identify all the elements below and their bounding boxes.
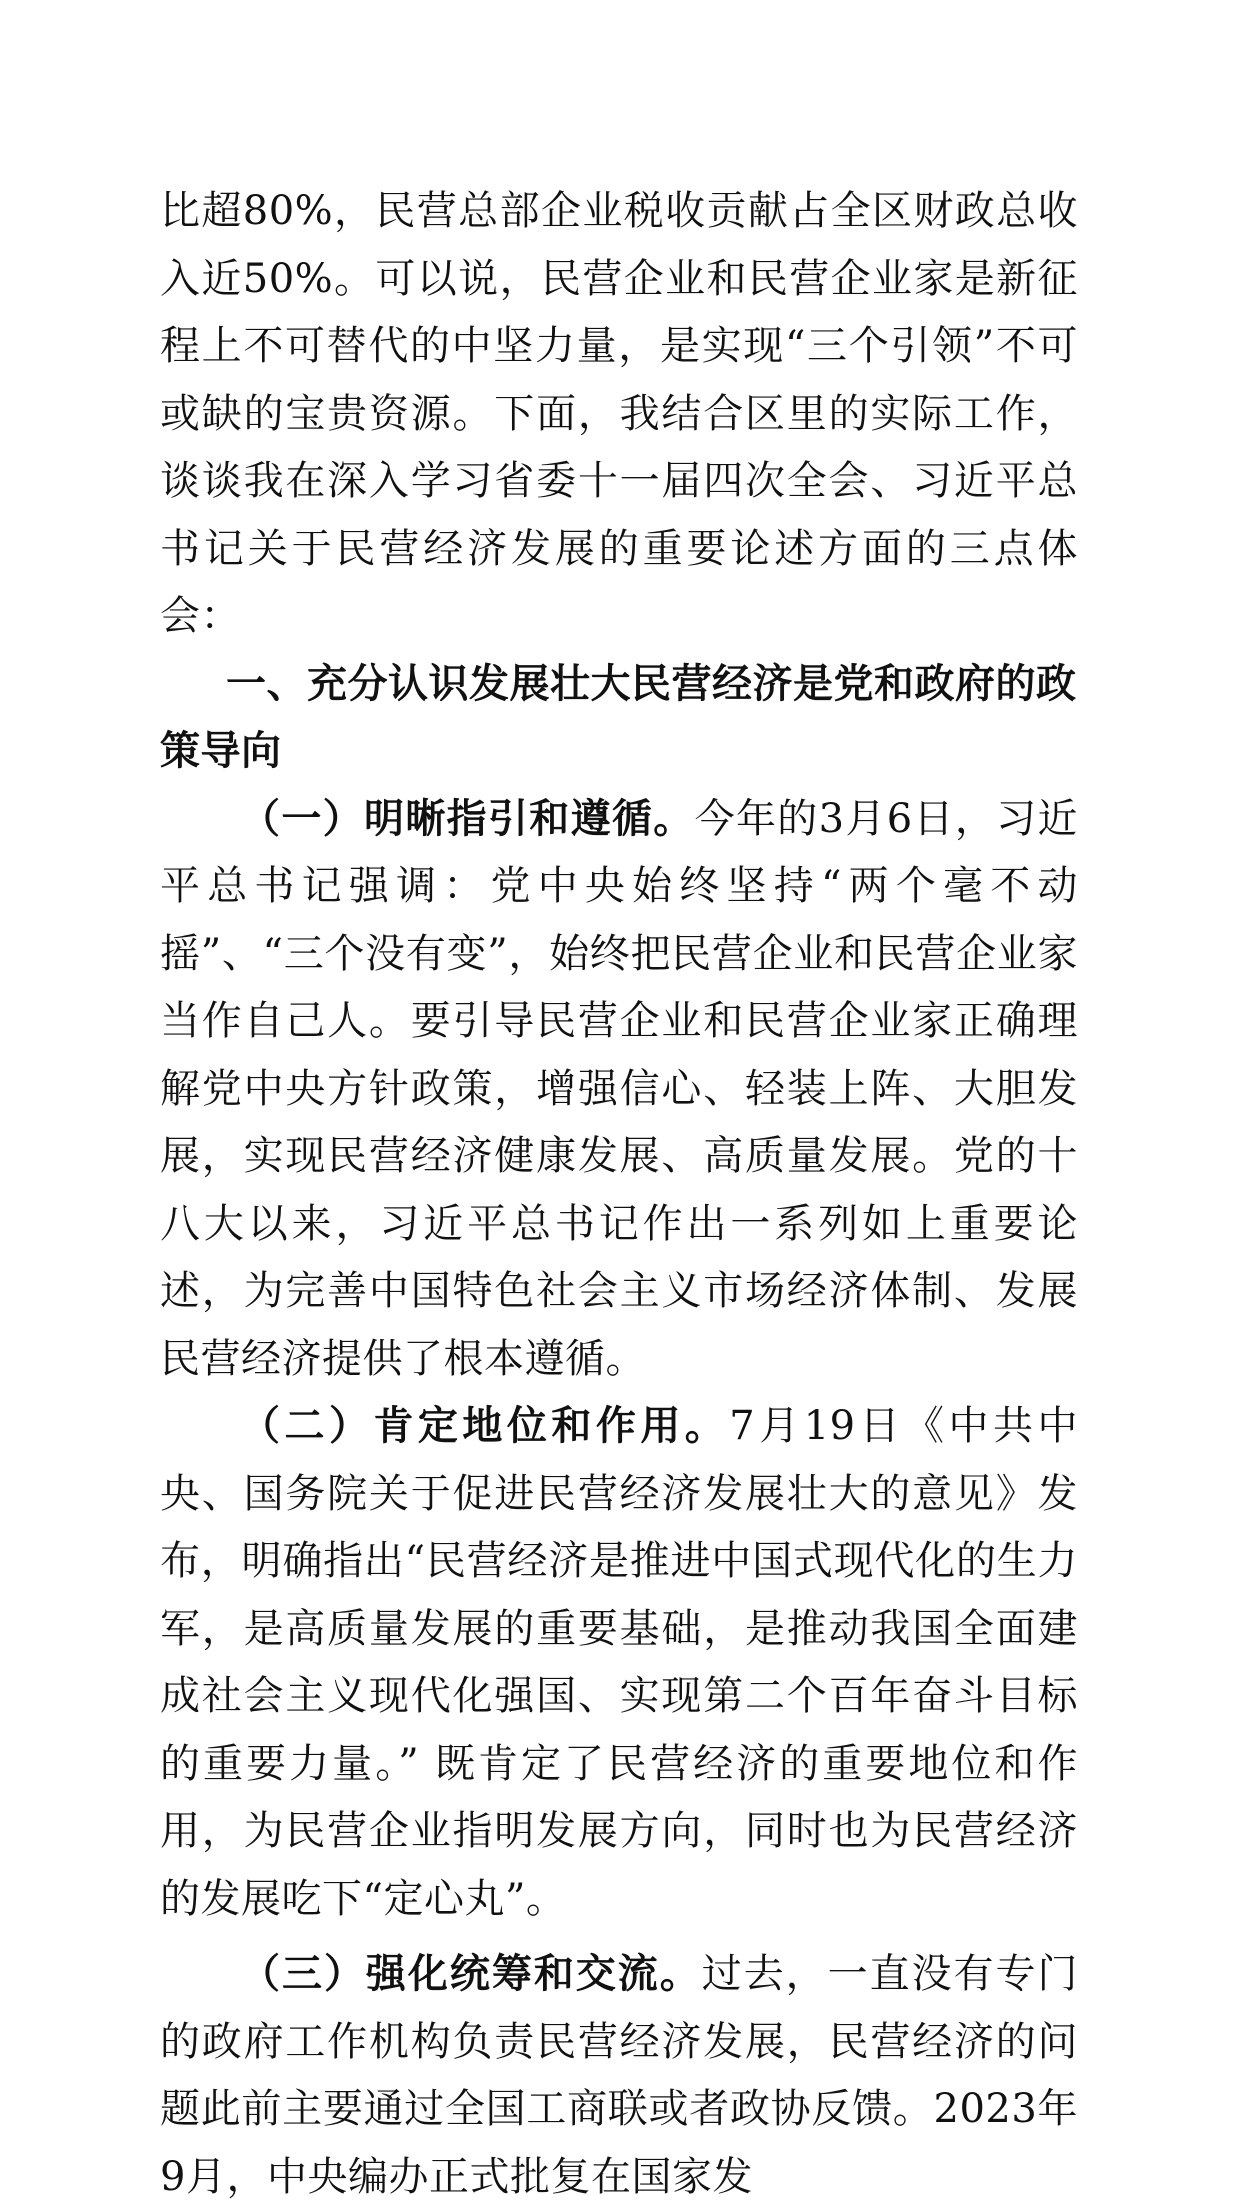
subsection-3-text: 过去，一直没有专门的政府工作机构负责民营经济发展，民营经济的问题此前主要通过全国工商联或者政协反馈。2023年9月，中央编办正式批复在国家发 bbox=[160, 1951, 1079, 2200]
subsection-3-lead: （三）强化统筹和交流。 bbox=[240, 1951, 702, 1997]
subsection-3 bbox=[160, 1941, 1078, 2211]
subsection-2-lead: （二）肯定地位和作用。 bbox=[240, 1403, 730, 1449]
document-page bbox=[160, 178, 1078, 2211]
subsection-1 bbox=[160, 786, 1078, 1394]
intro-paragraph: 比超80%，民营总部企业税收贡献占全区财政总收入近50%。可以说，民营企业和民营企业家是新征程上不可替代的中坚力量，是实现“三个引领”不可或缺的宝贵资源。下面，我结合区里的实际工作，谈谈我在深入学习省委十一届四次全会、习近平总书记关于民营经济发展的重要论述方面的三点体会： bbox=[160, 188, 1078, 639]
subsection-1-text: 今年的3月6日，习近平总书记强调：党中央始终坚持“两个毫不动摇”、“三个没有变”，始终把民营企业和民营企业家当作自己人。要引导民营企业和民营企业家正确理解党中央方针政策，增强信心、轻装上阵、大胆发展，实现民营经济健康发展、高质量发展。党的十八大以来，习近平总书记作出一系列如上重要论述，为完善中国特色社会主义市场经济体制、发展民营经济提供了根本遵循。 bbox=[160, 795, 1079, 1382]
subsection-2 bbox=[160, 1393, 1078, 1933]
section-heading: 一、充分认识发展壮大民营经济是党和政府的政策导向 bbox=[160, 660, 1077, 774]
subsection-2-text: 7月19日《中共中央、国务院关于促进民营经济发展壮大的意见》发布，明确指出“民营经济是推进中国式现代化的生力军，是高质量发展的重要基础，是推动我国全面建成社会主义现代化强国、实现第二个百年奋斗目标的重要力量。” 既肯定了民营经济的重要地位和作用，为民营企业指明发展方向，同时也为民营经济的发展吃下“定心丸”。 bbox=[160, 1403, 1078, 1922]
subsection-1-lead: （一）明晰指引和遵循。 bbox=[240, 795, 695, 842]
